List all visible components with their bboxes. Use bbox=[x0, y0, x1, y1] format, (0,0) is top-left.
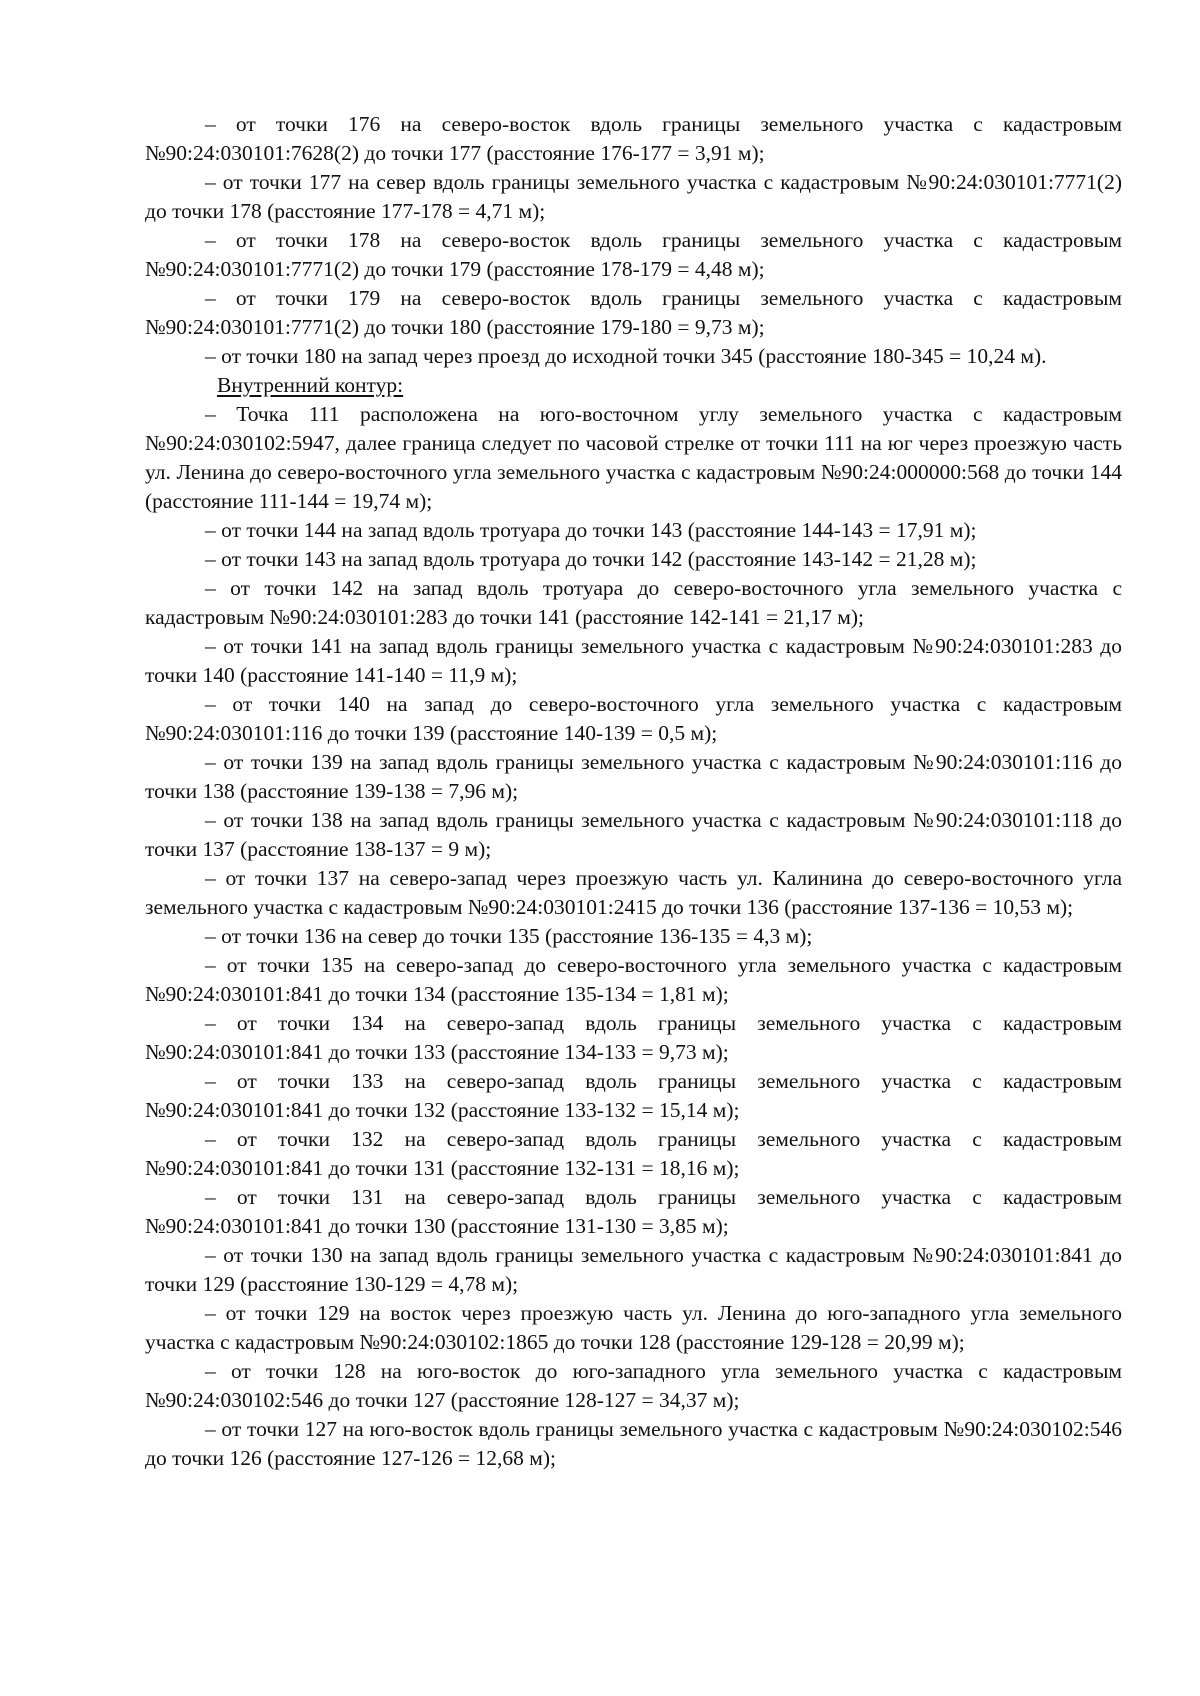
paragraph-inner-9: – от точки 137 на северо-запад через проезжую часть ул. Калинина до северо-восточного угла земельного участка с кадастровым №90:24:030101:2415 до точки 136 (расстояние 137-136 = 10,53 м); bbox=[145, 866, 1122, 919]
paragraph-inner-10: – от точки 136 на север до точки 135 (расстояние 136-135 = 4,3 м); bbox=[205, 924, 813, 948]
paragraph-inner-12: – от точки 134 на северо-запад вдоль границы земельного участка с кадастровым №90:24:030101:841 до точки 133 (расстояние 134-133 = 9,73 м); bbox=[145, 1011, 1122, 1064]
paragraph-inner-13: – от точки 133 на северо-запад вдоль границы земельного участка с кадастровым №90:24:030101:841 до точки 132 (расстояние 133-132 = 15,14 м); bbox=[145, 1069, 1122, 1122]
paragraph-outer-5: – от точки 180 на запад через проезд до исходной точки 345 (расстояние 180-345 = 10,24 м). bbox=[205, 344, 1047, 368]
paragraph-outer-4: – от точки 179 на северо-восток вдоль границы земельного участка с кадастровым №90:24:030101:7771(2) до точки 180 (расстояние 179-180 = 9,73 м); bbox=[145, 286, 1122, 339]
paragraph-outer-2: – от точки 177 на север вдоль границы земельного участка с кадастровым №90:24:030101:7771(2) до точки 178 (расстояние 177-178 = 4,71 м); bbox=[145, 170, 1122, 223]
paragraph-inner-3: – от точки 143 на запад вдоль тротуара до точки 142 (расстояние 143-142 = 21,28 м); bbox=[205, 547, 977, 571]
paragraph-inner-4: – от точки 142 на запад вдоль тротуара до северо-восточного угла земельного участка с кадастровым №90:24:030101:283 до точки 141 (расстояние 142-141 = 21,17 м); bbox=[145, 576, 1122, 629]
paragraph-inner-1: – Точка 111 расположена на юго-восточном углу земельного участка с кадастровым №90:24:030102:5947, далее граница следует по часовой стрелке от точки 111 на юг через проезжую часть ул. Ленина до северо-восточного угла земельного участка с кадастровым №90:24:000000:568 до точки 144 (расстояние 111-144 = 19,74 м); bbox=[145, 402, 1122, 513]
paragraph-inner-16: – от точки 130 на запад вдоль границы земельного участка с кадастровым №90:24:030101:841 до точки 129 (расстояние 130-129 = 4,78 м); bbox=[145, 1243, 1122, 1296]
paragraph-outer-3: – от точки 178 на северо-восток вдоль границы земельного участка с кадастровым №90:24:030101:7771(2) до точки 179 (расстояние 178-179 = 4,48 м); bbox=[145, 228, 1122, 281]
paragraph-outer-1: – от точки 176 на северо-восток вдоль границы земельного участка с кадастровым №90:24:030101:7628(2) до точки 177 (расстояние 176-177 = 3,91 м); bbox=[145, 112, 1122, 165]
paragraph-inner-19: – от точки 127 на юго-восток вдоль границы земельного участка с кадастровым №90:24:030102:546 до точки 126 (расстояние 127-126 = 12,68 м); bbox=[145, 1417, 1122, 1470]
paragraph-inner-15: – от точки 131 на северо-запад вдоль границы земельного участка с кадастровым №90:24:030101:841 до точки 130 (расстояние 131-130 = 3,85 м); bbox=[145, 1185, 1122, 1238]
paragraph-inner-2: – от точки 144 на запад вдоль тротуара до точки 143 (расстояние 144-143 = 17,91 м); bbox=[205, 518, 977, 542]
paragraph-inner-8: – от точки 138 на запад вдоль границы земельного участка с кадастровым №90:24:030101:118 до точки 137 (расстояние 138-137 = 9 м); bbox=[145, 808, 1122, 861]
paragraph-inner-6: – от точки 140 на запад до северо-восточного угла земельного участка с кадастровым №90:24:030101:116 до точки 139 (расстояние 140-139 = 0,5 м); bbox=[145, 692, 1122, 745]
paragraph-inner-11: – от точки 135 на северо-запад до северо-восточного угла земельного участка с кадастровым №90:24:030101:841 до точки 134 (расстояние 135-134 = 1,81 м); bbox=[145, 953, 1122, 1006]
paragraph-inner-14: – от точки 132 на северо-запад вдоль границы земельного участка с кадастровым №90:24:030101:841 до точки 131 (расстояние 132-131 = 18,16 м); bbox=[145, 1127, 1122, 1180]
paragraph-inner-17: – от точки 129 на восток через проезжую часть ул. Ленина до юго-западного угла земельного участка с кадастровым №90:24:030102:1865 до точки 128 (расстояние 129-128 = 20,99 м); bbox=[145, 1301, 1122, 1354]
paragraph-inner-18: – от точки 128 на юго-восток до юго-западного угла земельного участка с кадастровым №90:24:030102:546 до точки 127 (расстояние 128-127 = 34,37 м); bbox=[145, 1359, 1122, 1412]
paragraph-inner-5: – от точки 141 на запад вдоль границы земельного участка с кадастровым №90:24:030101:283 до точки 140 (расстояние 141-140 = 11,9 м); bbox=[145, 634, 1122, 687]
paragraph-inner-7: – от точки 139 на запад вдоль границы земельного участка с кадастровым №90:24:030101:116 до точки 138 (расстояние 139-138 = 7,96 м); bbox=[145, 750, 1122, 803]
document-page bbox=[145, 110, 1122, 1473]
inner-contour-heading: Внутренний контур: bbox=[217, 373, 404, 397]
